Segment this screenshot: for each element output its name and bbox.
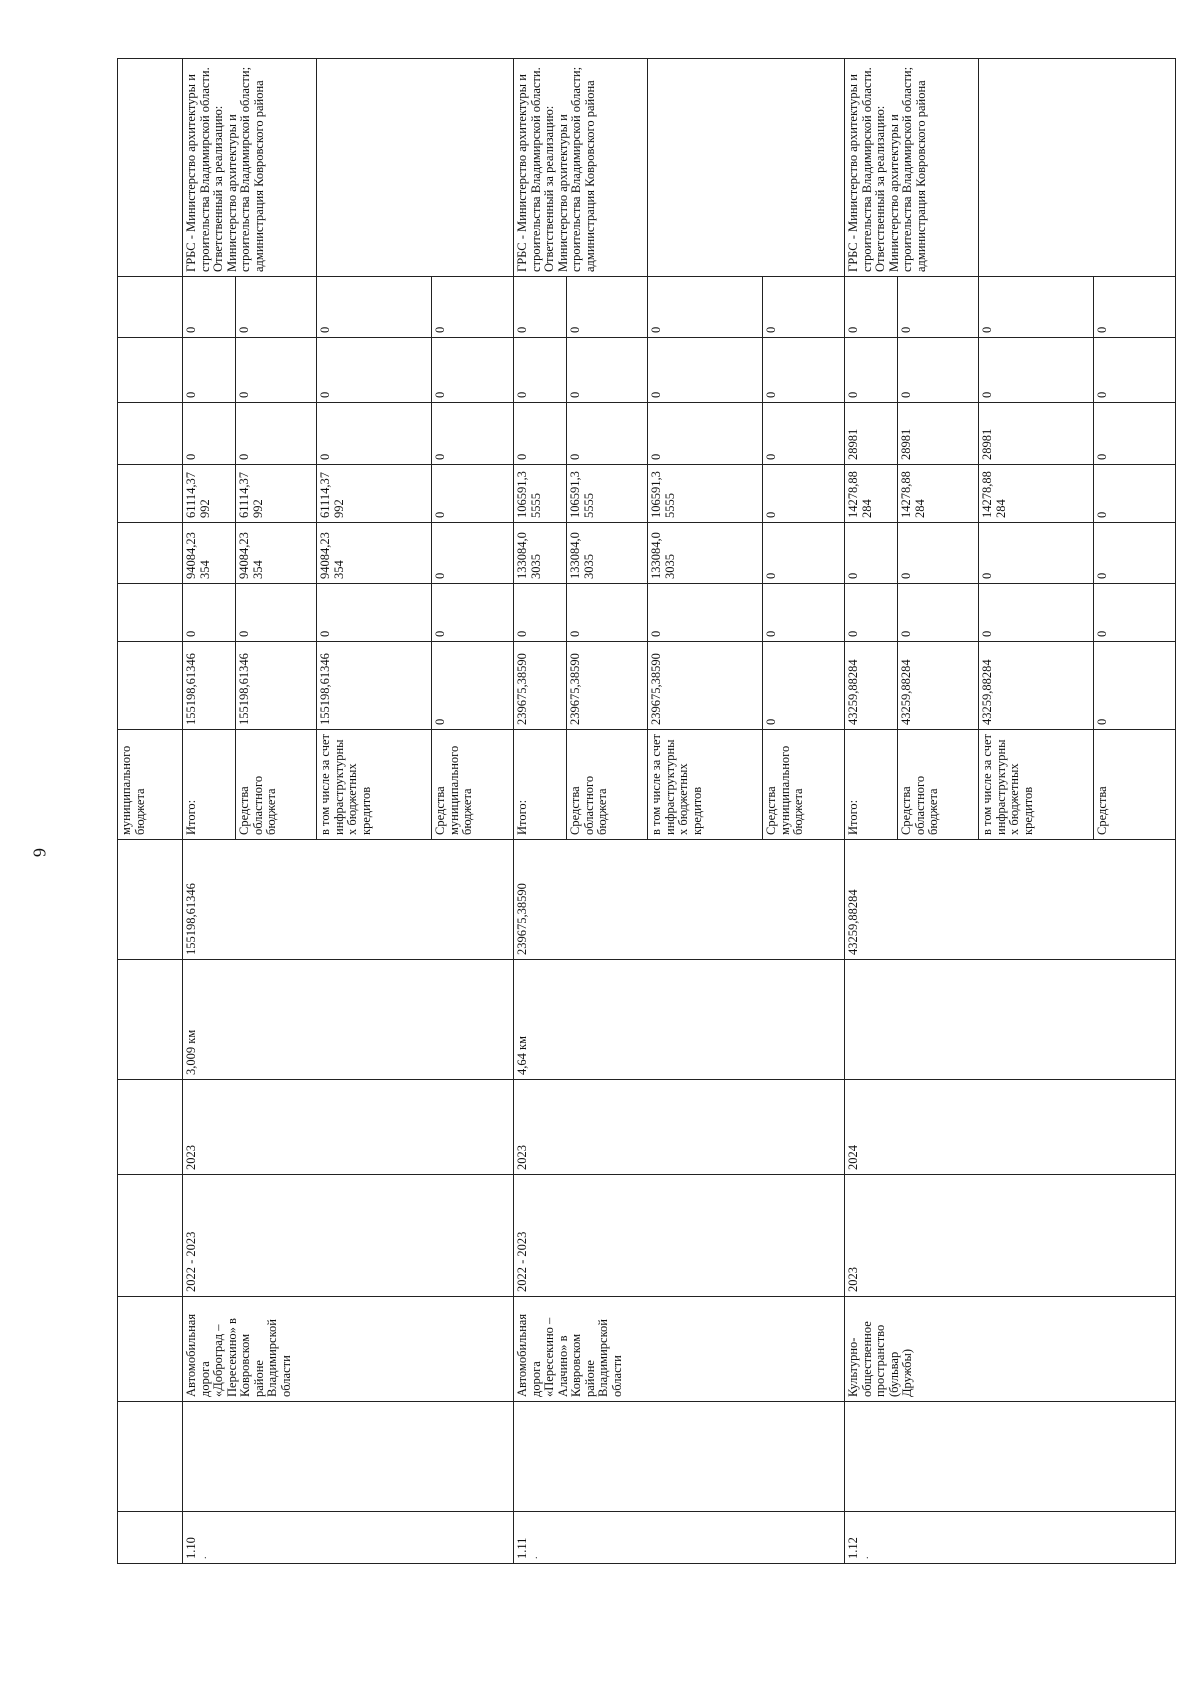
project-number-mark: .	[859, 1556, 871, 1559]
funding-value-c5: 0	[648, 403, 763, 465]
funding-value-c4: 0	[1094, 465, 1176, 523]
project-capacity	[845, 960, 1176, 1080]
table-row	[845, 59, 898, 1564]
cell	[118, 584, 183, 642]
funding-value-c5: 28981	[979, 403, 1094, 465]
funding-value-c1: 155198,61346	[236, 642, 317, 730]
project-period: 2022 - 2023	[183, 1175, 514, 1297]
cell	[118, 465, 183, 523]
funding-value-c7: 0	[236, 277, 317, 338]
funding-value-c2: 0	[183, 584, 236, 642]
funding-value-c6: 0	[432, 338, 514, 403]
project-period: 2022 - 2023	[514, 1175, 845, 1297]
funding-source: Средства областного бюджета	[567, 730, 648, 840]
funding-value-c3: 133084,03035	[567, 523, 648, 584]
funding-value-c4: 106591,35555	[648, 465, 763, 523]
funding-value-c4: 14278,88284	[979, 465, 1094, 523]
responsible-party: ГРБС - Министерство архитектуры и строительства Владимирской области. Ответственный за реализацию: Министерство архитектуры и строительства Владимирской области; администрация Ковровского района	[845, 59, 979, 277]
funding-value-c5: 0	[317, 403, 432, 465]
funding-value-c5: 0	[514, 403, 567, 465]
funding-value-c2: 0	[979, 584, 1094, 642]
funding-value-c7: 0	[648, 277, 763, 338]
cell	[118, 1512, 183, 1564]
project-capacity: 4,64 км	[514, 960, 845, 1080]
funding-value-c6: 0	[648, 338, 763, 403]
project-number	[183, 1512, 514, 1564]
funding-value-c3: 94084,23354	[183, 523, 236, 584]
funding-value-c1: 43259,88284	[898, 642, 979, 730]
table-row	[183, 59, 236, 1564]
funding-value-c6: 0	[979, 338, 1094, 403]
funding-value-c5: 28981	[898, 403, 979, 465]
cell	[118, 642, 183, 730]
funding-value-c7: 0	[432, 277, 514, 338]
cell	[118, 1080, 183, 1175]
funding-value-c3: 0	[979, 523, 1094, 584]
funding-value-c1: 43259,88284	[845, 642, 898, 730]
continuation-row	[118, 59, 183, 1564]
funding-value-c6: 0	[183, 338, 236, 403]
funding-value-c6: 0	[567, 338, 648, 403]
empty-cell	[183, 1402, 514, 1512]
funding-value-c1: 43259,88284	[979, 642, 1094, 730]
funding-source: Средства муниципального бюджета	[763, 730, 845, 840]
funding-value-c5: 0	[183, 403, 236, 465]
funding-value-c6: 0	[514, 338, 567, 403]
funding-value-c7: 0	[979, 277, 1094, 338]
project-number-text: 1.12	[846, 1537, 860, 1559]
empty-cell	[979, 59, 1176, 277]
cell	[118, 1297, 183, 1402]
cell	[118, 277, 183, 338]
funding-value-c2: 0	[567, 584, 648, 642]
funding-value-c3: 0	[1094, 523, 1176, 584]
funding-value-c7: 0	[317, 277, 432, 338]
funding-value-c2: 0	[763, 584, 845, 642]
funding-value-c5: 28981	[845, 403, 898, 465]
funding-value-c2: 0	[432, 584, 514, 642]
funding-value-c1: 239675,38590	[567, 642, 648, 730]
cell	[118, 1175, 183, 1297]
cell	[118, 1402, 183, 1512]
funding-value-c7: 0	[763, 277, 845, 338]
cell	[118, 523, 183, 584]
funding-value-c2: 0	[898, 584, 979, 642]
funding-source: в том числе за счет инфраструктурных бюджетных кредитов	[979, 730, 1094, 840]
cell	[118, 840, 183, 960]
funding-source: Средства областного бюджета	[898, 730, 979, 840]
funding-source: в том числе за счет инфраструктурных бюджетных кредитов	[317, 730, 432, 840]
funding-value-c6: 0	[763, 338, 845, 403]
funding-value-c4: 0	[432, 465, 514, 523]
empty-cell	[845, 1402, 1176, 1512]
funding-value-c2: 0	[1094, 584, 1176, 642]
project-year: 2023	[183, 1080, 514, 1175]
funding-value-c2: 0	[845, 584, 898, 642]
responsible-party: ГРБС - Министерство архитектуры и строительства Владимирской области. Ответственный за реализацию: Министерство архитектуры и строительства Владимирской области; администрация Ковровского района	[183, 59, 317, 277]
funding-source: Средства	[1094, 730, 1176, 840]
project-year: 2024	[845, 1080, 1176, 1175]
funding-value-c4: 14278,88284	[898, 465, 979, 523]
funding-value-c4: 61114,37992	[236, 465, 317, 523]
project-number-text: 1.10	[184, 1537, 198, 1559]
funding-value-c5: 0	[236, 403, 317, 465]
page-number: 6	[29, 848, 50, 857]
funding-value-c1: 239675,38590	[514, 642, 567, 730]
funding-value-c7: 0	[898, 277, 979, 338]
funding-value-c5: 0	[763, 403, 845, 465]
funding-value-c3: 94084,23354	[317, 523, 432, 584]
funding-value-c4: 0	[763, 465, 845, 523]
cell	[118, 403, 183, 465]
funding-value-c7: 0	[514, 277, 567, 338]
funding-value-c1: 239675,38590	[648, 642, 763, 730]
project-cost: 239675,38590	[514, 840, 845, 960]
funding-value-c3: 0	[898, 523, 979, 584]
funding-value-c4: 106591,35555	[567, 465, 648, 523]
funding-value-c3: 0	[432, 523, 514, 584]
funding-value-c6: 0	[317, 338, 432, 403]
funding-value-c6: 0	[898, 338, 979, 403]
funding-value-c3: 133084,03035	[648, 523, 763, 584]
project-cost: 43259,88284	[845, 840, 1176, 960]
funding-source: Средства областного бюджета	[236, 730, 317, 840]
investment-projects-table	[117, 58, 1176, 1564]
project-number-mark: .	[528, 1556, 540, 1559]
project-number	[514, 1512, 845, 1564]
funding-source: в том числе за счет инфраструктурных бюджетных кредитов	[648, 730, 763, 840]
project-number	[845, 1512, 1176, 1564]
funding-value-c3: 133084,03035	[514, 523, 567, 584]
project-cost: 155198,61346	[183, 840, 514, 960]
funding-value-c5: 0	[432, 403, 514, 465]
funding-value-c5: 0	[1094, 403, 1176, 465]
funding-value-c7: 0	[1094, 277, 1176, 338]
funding-value-c6: 0	[845, 338, 898, 403]
responsible-party: ГРБС - Министерство архитектуры и строительства Владимирской области. Ответственный за реализацию: Министерство архитектуры и строительства Владимирской области; администрация Ковровского района	[514, 59, 648, 277]
funding-value-c7: 0	[845, 277, 898, 338]
project-number-text: 1.11	[515, 1537, 529, 1559]
funding-value-c1: 155198,61346	[317, 642, 432, 730]
funding-value-c1: 155198,61346	[183, 642, 236, 730]
funding-value-c4: 14278,88284	[845, 465, 898, 523]
project-name: Культурно-общественное пространство (бульвар Дружбы)	[845, 1297, 1176, 1402]
project-capacity: 3,009 км	[183, 960, 514, 1080]
empty-cell	[514, 1402, 845, 1512]
project-period: 2023	[845, 1175, 1176, 1297]
project-name: Автомобильная дорога «Пересекино – Алачино» в Ковровском районе Владимирской области	[514, 1297, 845, 1402]
funding-value-c5: 0	[567, 403, 648, 465]
funding-value-c1: 0	[432, 642, 514, 730]
funding-value-c7: 0	[567, 277, 648, 338]
funding-source: Итого:	[514, 730, 567, 840]
funding-value-c6: 0	[236, 338, 317, 403]
funding-value-c4: 61114,37992	[317, 465, 432, 523]
funding-value-c4: 106591,35555	[514, 465, 567, 523]
project-year: 2023	[514, 1080, 845, 1175]
funding-value-c1: 0	[1094, 642, 1176, 730]
funding-value-c6: 0	[1094, 338, 1176, 403]
project-number-mark: .	[197, 1556, 209, 1559]
cell	[118, 960, 183, 1080]
project-name: Автомобильная дорога «Доброград – Пересекино» в Ковровском районе Владимирской области	[183, 1297, 514, 1402]
funding-value-c2: 0	[317, 584, 432, 642]
table-viewport	[117, 59, 1107, 1564]
funding-value-c2: 0	[648, 584, 763, 642]
funding-value-c3: 0	[763, 523, 845, 584]
empty-cell	[648, 59, 845, 277]
funding-value-c3: 94084,23354	[236, 523, 317, 584]
continuation-source: муниципального бюджета	[118, 730, 183, 840]
funding-source: Итого:	[183, 730, 236, 840]
empty-cell	[317, 59, 514, 277]
funding-value-c1: 0	[763, 642, 845, 730]
funding-source: Средства муниципального бюджета	[432, 730, 514, 840]
funding-value-c7: 0	[183, 277, 236, 338]
table-row	[514, 59, 567, 1564]
funding-value-c2: 0	[514, 584, 567, 642]
funding-value-c3: 0	[845, 523, 898, 584]
cell	[118, 59, 183, 277]
funding-value-c2: 0	[236, 584, 317, 642]
funding-value-c4: 61114,37992	[183, 465, 236, 523]
funding-source: Итого:	[845, 730, 898, 840]
cell	[118, 338, 183, 403]
